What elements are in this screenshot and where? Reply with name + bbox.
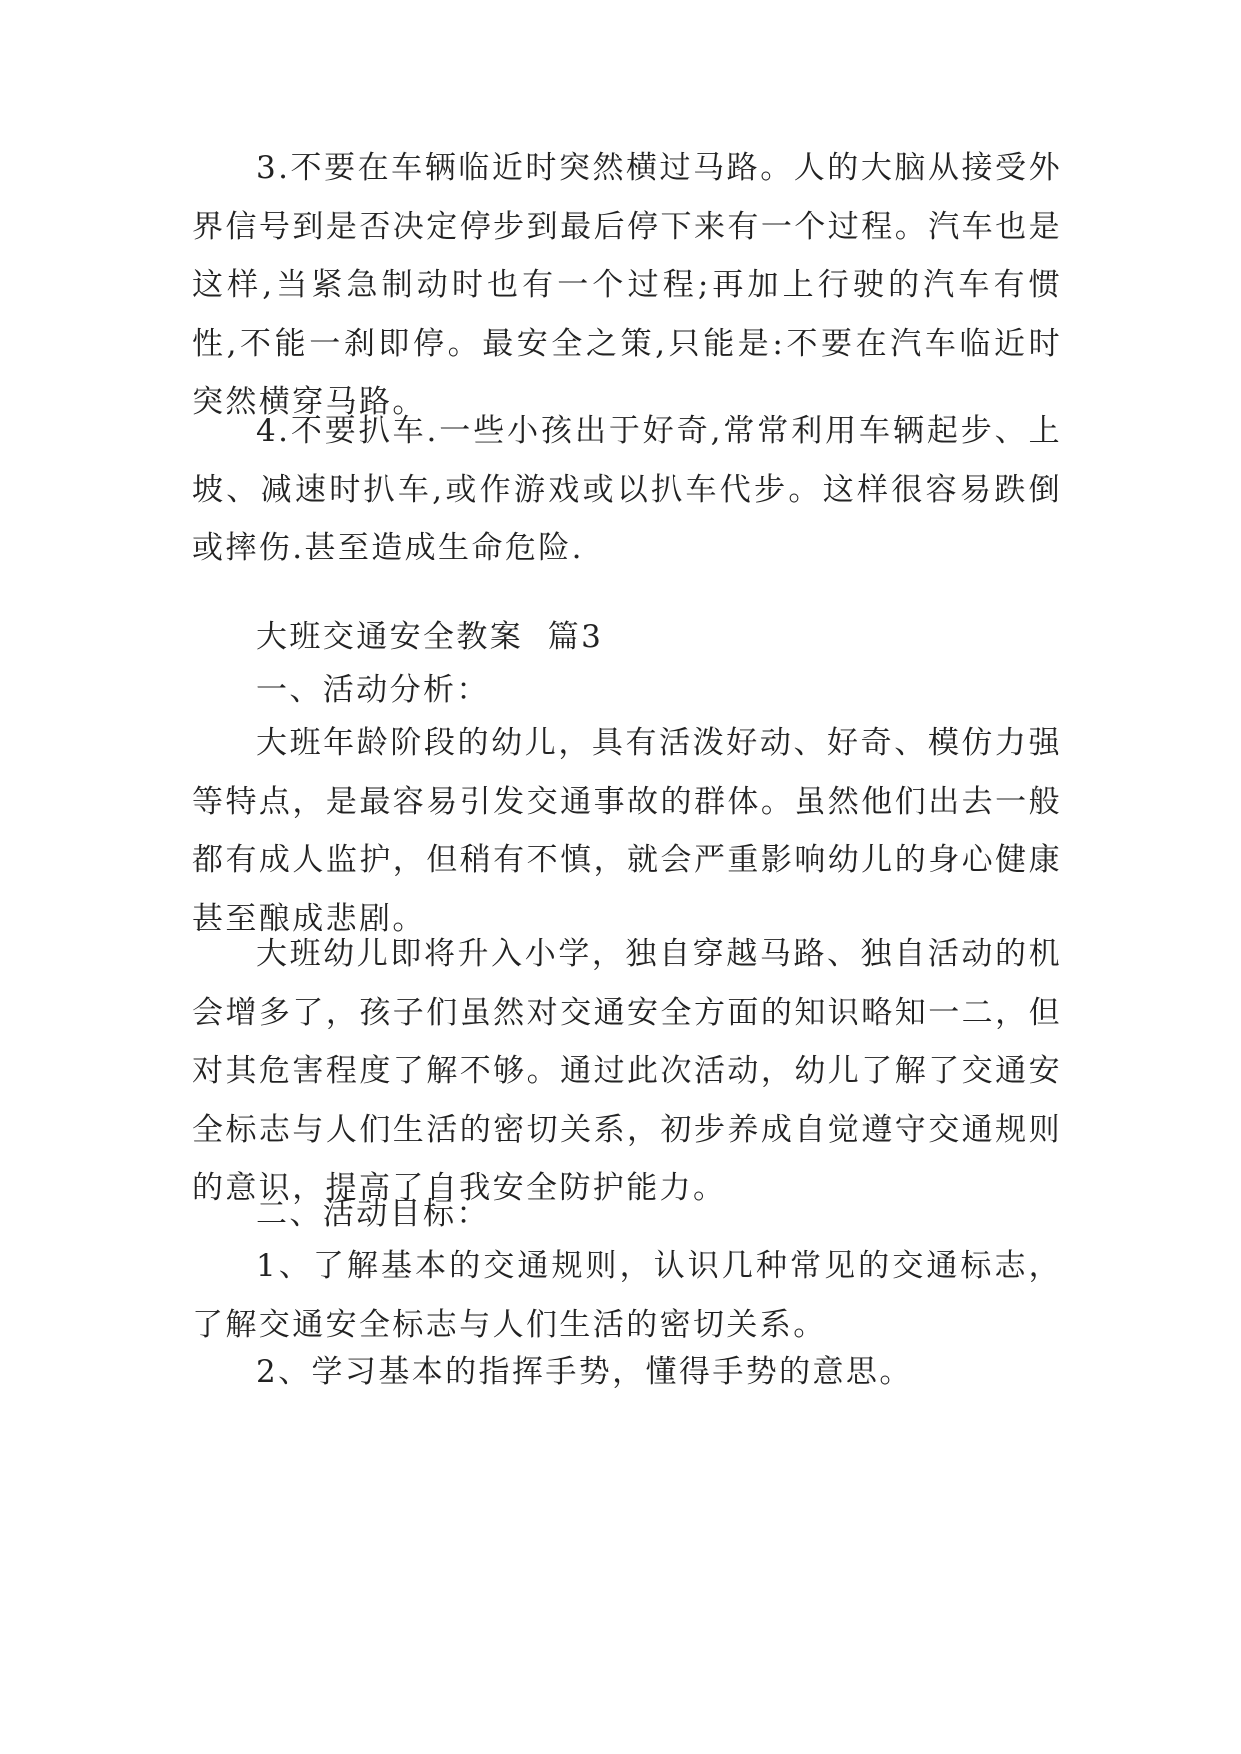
- paragraph-rule-4: 4.不要扒车.一些小孩出于好奇,常常利用车辆起步、上坡、减速时扒车,或作游戏或以扒车代步。这样很容易跌倒或摔伤.甚至造成生命危险.: [192, 413, 1062, 566]
- heading-activity-analysis: 一、活动分析：: [256, 672, 490, 708]
- section-title: 大班交通安全教案 篇3: [256, 619, 604, 655]
- paragraph-rule-3: 3.不要在车辆临近时突然横过马路。人的大脑从接受外界信号到是否决定停步到最后停下来有一个过程。汽车也是这样,当紧急制动时也有一个过程;再加上行驶的汽车有惯性,不能一刹即停。最安全之策,只能是:不要在汽车临近时突然横穿马路。: [192, 150, 1062, 420]
- paragraph-goal-1: 1、了解基本的交通规则，认识几种常见的交通标志，了解交通安全标志与人们生活的密切关系。: [192, 1248, 1062, 1343]
- paragraph-analysis-2: 大班幼儿即将升入小学，独自穿越马路、独自活动的机会增多了，孩子们虽然对交通安全方面的知识略知一二，但对其危害程度了解不够。通过此次活动，幼儿了解了交通安全标志与人们生活的密切关系，初步养成自觉遵守交通规则的意识，提高了自我安全防护能力。: [192, 936, 1062, 1206]
- heading-activity-goals: 二、活动目标：: [256, 1196, 490, 1232]
- paragraph-analysis-1: 大班年龄阶段的幼儿，具有活泼好动、好奇、模仿力强等特点，是最容易引发交通事故的群体。虽然他们出去一般都有成人监护，但稍有不慎，就会严重影响幼儿的身心健康甚至酿成悲剧。: [192, 725, 1062, 937]
- paragraph-goal-2: 2、学习基本的指挥手势，懂得手势的意思。: [256, 1354, 913, 1390]
